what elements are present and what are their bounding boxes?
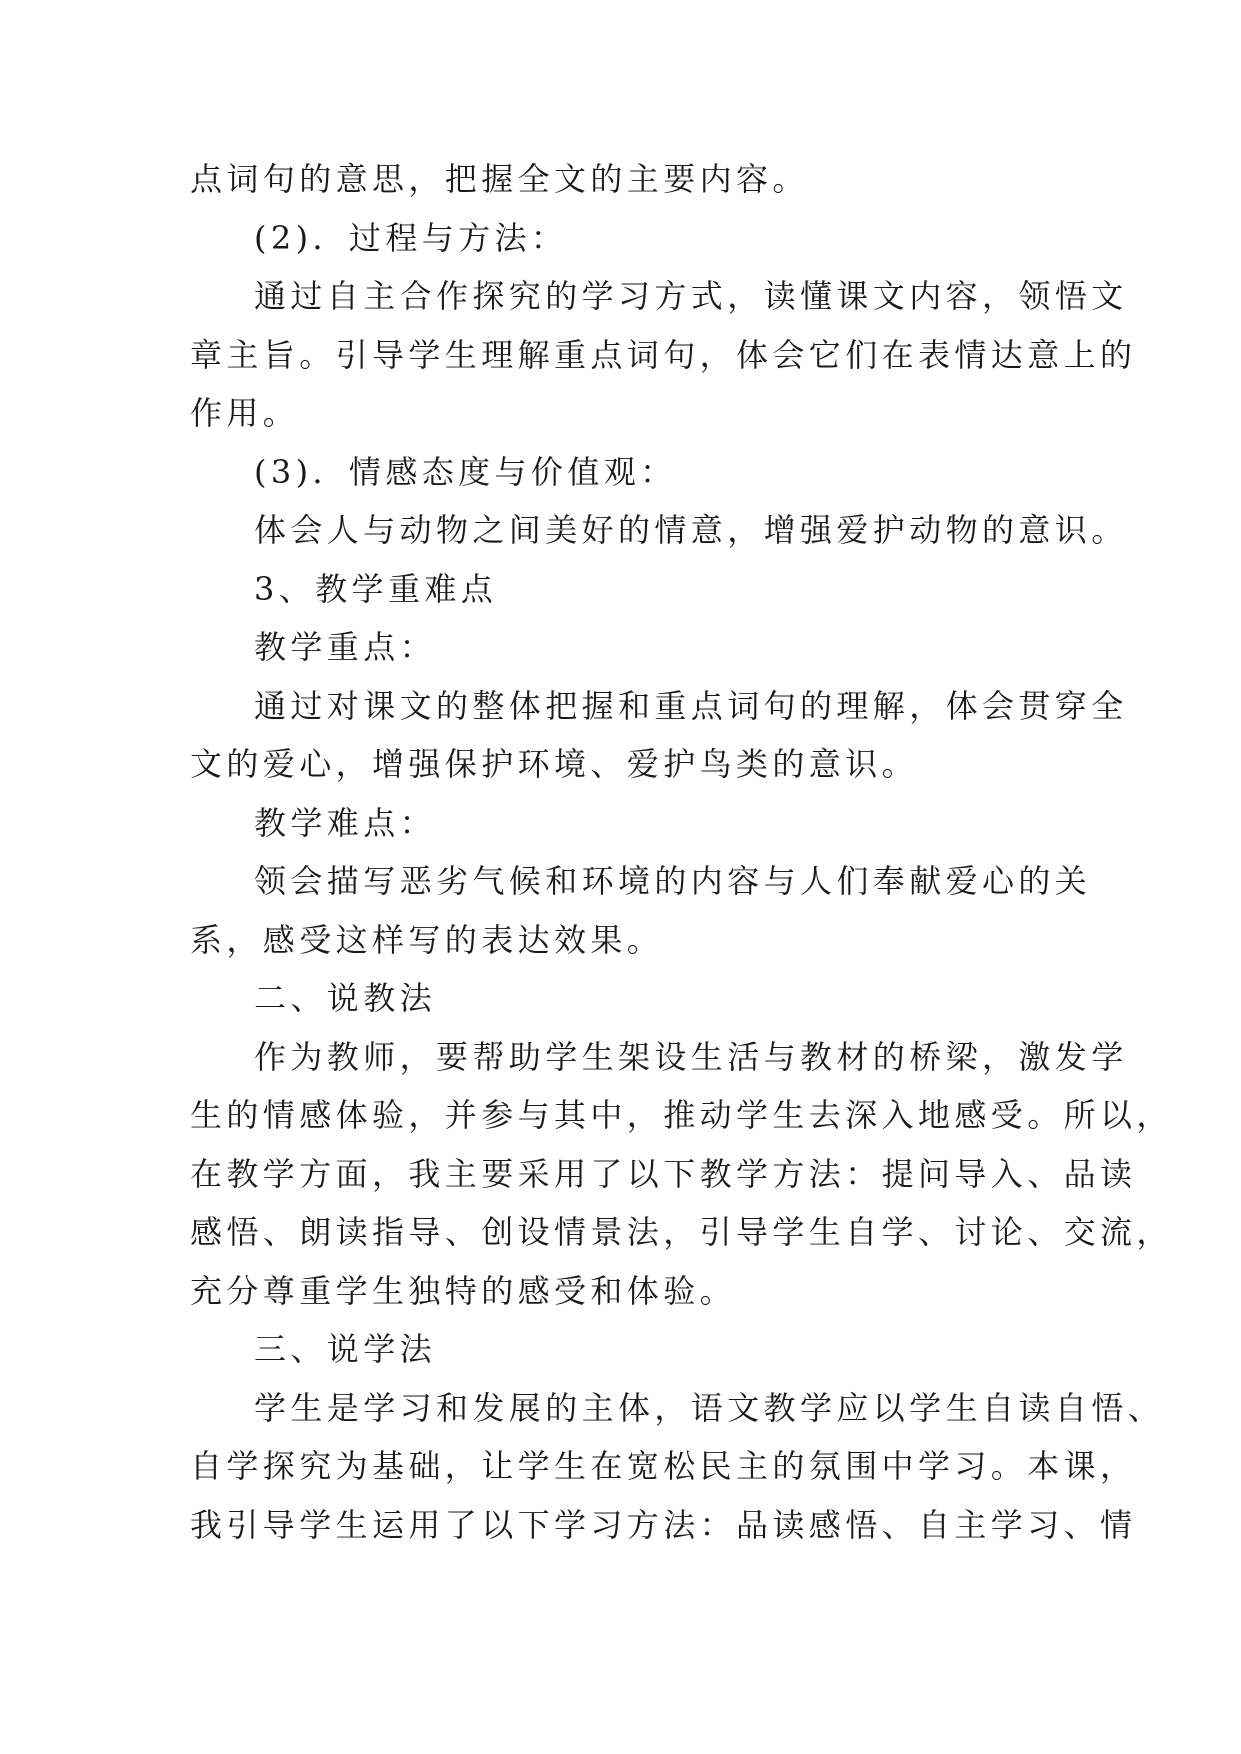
text-line: 生的情感体验，并参与其中，推动学生去深入地感受。所以， xyxy=(190,1096,1173,1134)
text-line: 作用。 xyxy=(190,394,300,432)
text-line: 我引导学生运用了以下学习方法：品读感悟、自主学习、情 xyxy=(190,1505,1137,1544)
text-line: 在教学方面，我主要采用了以下教学方法：提问导入、品读 xyxy=(190,1154,1137,1193)
text-line: 点词句的意思，把握全文的主要内容。 xyxy=(190,160,809,198)
text-line: 充分尊重学生独特的感受和体验。 xyxy=(190,1271,737,1310)
text-line: 通过自主合作探究的学习方式，读懂课文内容，领悟文 xyxy=(254,277,1128,315)
text-line: 章主旨。引导学生理解重点词句，体会它们在表情达意上的 xyxy=(190,335,1137,374)
text-line: (2)．过程与方法： xyxy=(254,218,568,257)
subheading: 教学重点： xyxy=(254,628,437,666)
text-line: 体会人与动物之间美好的情意，增强爱护动物的意识。 xyxy=(254,511,1128,549)
text-line: 文的爱心，增强保护环境、爱护鸟类的意识。 xyxy=(190,745,919,783)
document-body xyxy=(190,150,1173,1554)
text-line: 自学探究为基础，让学生在宽松民主的氛围中学习。本课， xyxy=(190,1447,1137,1485)
subheading: 教学难点： xyxy=(254,803,437,842)
text-line: 作为教师，要帮助学生架设生活与教材的桥梁，激发学 xyxy=(254,1037,1128,1076)
text-line: 领会描写恶劣气候和环境的内容与人们奉献爱心的关 xyxy=(254,862,1092,900)
text-line: 学生是学习和发展的主体，语文教学应以学生自读自悟、 xyxy=(254,1388,1165,1427)
section-heading: 二、说教法 xyxy=(254,979,437,1017)
text-line: (3)．情感态度与价值观： xyxy=(254,452,677,491)
section-heading: 3、教学重难点 xyxy=(254,569,498,608)
text-line: 通过对课文的整体把握和重点词句的理解，体会贯穿全 xyxy=(254,686,1128,725)
section-heading: 三、说学法 xyxy=(254,1330,437,1368)
text-line: 感悟、朗读指导、创设情景法，引导学生自学、讨论、交流， xyxy=(190,1213,1173,1251)
text-line: 系，感受这样写的表达效果。 xyxy=(190,920,664,959)
